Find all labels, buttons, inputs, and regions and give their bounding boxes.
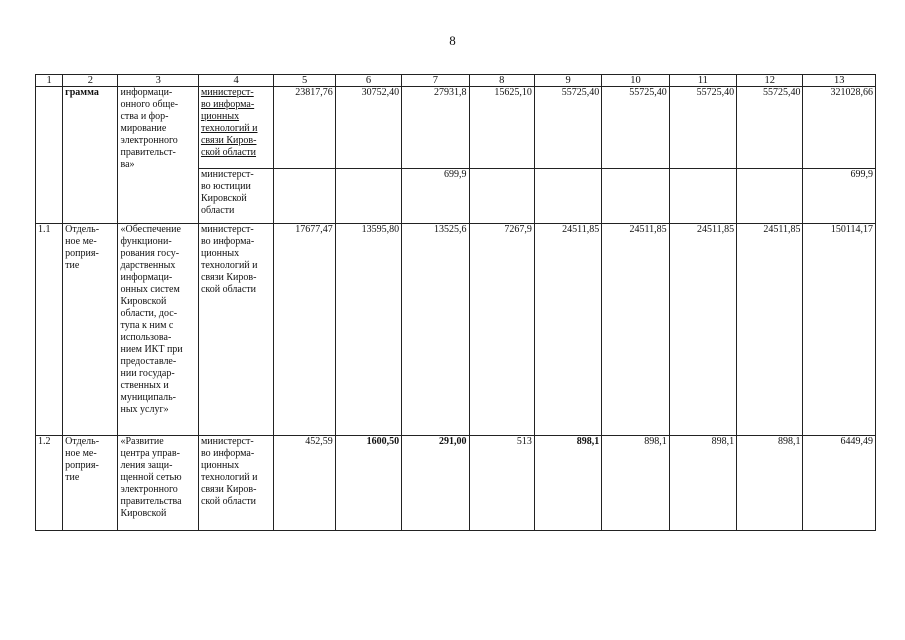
value-cell: 30752,40	[335, 87, 401, 169]
value-cell: 24511,85	[602, 224, 669, 436]
value-cell: 6449,49	[803, 436, 876, 531]
budget-table	[35, 74, 876, 531]
value-cell: 55725,40	[737, 87, 803, 169]
row-number-cell: 1.2	[36, 436, 63, 531]
header-cell: 6	[335, 75, 401, 87]
name-cell: «Обеспечение функциони- рования госу- дарственных информаци- онных систем Кировской области, дос- тупа к ним с использова- нием ИКТ при предоставле- нии государ- ственных и муниципаль- ных услуг»	[118, 224, 198, 436]
table-row	[36, 224, 876, 436]
header-cell: 4	[198, 75, 273, 87]
header-cell: 2	[63, 75, 118, 87]
header-cell: 8	[469, 75, 534, 87]
value-cell: 291,00	[402, 436, 469, 531]
header-cell: 13	[803, 75, 876, 87]
header-cell: 9	[534, 75, 601, 87]
table-row	[36, 87, 876, 169]
header-cell: 7	[402, 75, 469, 87]
header-cell: 5	[274, 75, 335, 87]
value-cell	[274, 169, 335, 224]
value-cell: 699,9	[402, 169, 469, 224]
value-cell: 55725,40	[602, 87, 669, 169]
value-cell: 898,1	[737, 436, 803, 531]
value-cell	[669, 169, 736, 224]
value-cell: 898,1	[602, 436, 669, 531]
value-cell: 321028,66	[803, 87, 876, 169]
value-cell: 7267,9	[469, 224, 534, 436]
name-cell: «Развитие центра управ- ления защи- щенной сетью электронного правительства Кировской	[118, 436, 198, 531]
header-cell: 10	[602, 75, 669, 87]
type-cell: Отдель- ное ме- роприя- тие	[63, 436, 118, 531]
value-cell: 24511,85	[534, 224, 601, 436]
row-number-cell: 1.1	[36, 224, 63, 436]
header-row	[36, 75, 876, 87]
value-cell: 13525,6	[402, 224, 469, 436]
page-number: 8	[449, 33, 456, 48]
executor-cell: министерст- во информа- ционных технологий и связи Киров- ской области	[198, 224, 273, 436]
executor-cell: министерст- во информа- ционных технологий и связи Киров- ской области	[198, 87, 273, 169]
value-cell: 513	[469, 436, 534, 531]
table-row	[36, 436, 876, 531]
value-cell: 898,1	[534, 436, 601, 531]
value-cell: 15625,10	[469, 87, 534, 169]
value-cell: 23817,76	[274, 87, 335, 169]
value-cell: 699,9	[803, 169, 876, 224]
value-cell: 1600,50	[335, 436, 401, 531]
value-cell: 55725,40	[669, 87, 736, 169]
header-cell: 11	[669, 75, 736, 87]
header-cell: 1	[36, 75, 63, 87]
value-cell	[534, 169, 601, 224]
executor-cell: министерст- во информа- ционных технологий и связи Киров- ской области	[198, 436, 273, 531]
type-cell: Отдель- ное ме- роприя- тие	[63, 224, 118, 436]
value-cell: 150114,17	[803, 224, 876, 436]
value-cell	[602, 169, 669, 224]
value-cell: 27931,8	[402, 87, 469, 169]
value-cell: 452,59	[274, 436, 335, 531]
header-cell: 12	[737, 75, 803, 87]
value-cell	[335, 169, 401, 224]
header-cell: 3	[118, 75, 198, 87]
value-cell: 24511,85	[669, 224, 736, 436]
executor-cell: министерст- во юстиции Кировской области	[198, 169, 273, 224]
row-number-cell	[36, 87, 63, 224]
value-cell: 17677,47	[274, 224, 335, 436]
name-cell: информаци- онного обще- ства и фор- мирование электронного правительст- ва»	[118, 87, 198, 224]
value-cell	[469, 169, 534, 224]
type-cell: грамма	[63, 87, 118, 224]
value-cell: 24511,85	[737, 224, 803, 436]
value-cell: 55725,40	[534, 87, 601, 169]
value-cell: 13595,80	[335, 224, 401, 436]
value-cell	[737, 169, 803, 224]
value-cell: 898,1	[669, 436, 736, 531]
